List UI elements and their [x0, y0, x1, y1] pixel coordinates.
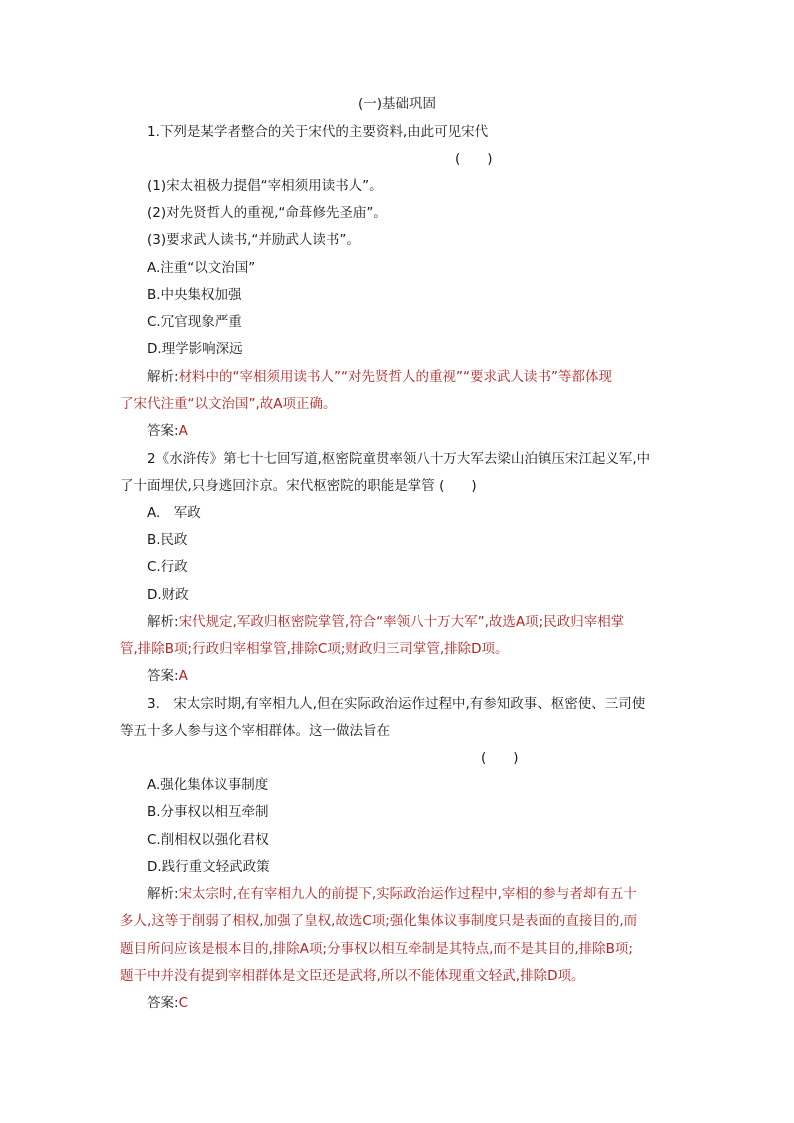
question-3-option-a: A.强化集体议事制度	[147, 777, 269, 793]
question-2-option-c: C.行政	[147, 559, 188, 575]
analysis-text: 宋代规定,军政归枢密院掌管,符合“率领八十万大军”,故选A项;民政归宰相掌	[178, 614, 625, 630]
question-2-analysis-line-2: 管,排除B项;行政归宰相掌管,排除C项;财政归三司掌管,排除D项。	[120, 641, 509, 657]
question-1-analysis-line-1	[147, 367, 612, 387]
answer-value: A	[178, 423, 188, 439]
question-1-answer	[147, 421, 188, 441]
question-3-analysis-line-4: 题干中并没有提到宰相群体是文臣还是武将,所以不能体现重文轻武,排除D项。	[120, 968, 585, 984]
question-2-option-a: A. 军政	[147, 505, 201, 521]
question-1-material-2: (2)对先贤哲人的重视,“命葺修先圣庙”。	[147, 205, 387, 221]
question-3-analysis-line-1	[147, 884, 637, 904]
question-1-option-a: A.注重“以文治国”	[147, 260, 256, 276]
answer-value: A	[178, 668, 188, 684]
question-1-material-3: (3)要求武人读书,“并励武人读书”。	[147, 232, 360, 248]
question-1-answer-blank: ( )	[455, 151, 493, 167]
question-1-option-c: C.冗官现象严重	[147, 314, 242, 330]
question-1-material-1: (1)宋太祖极力提倡“宰相须用读书人”。	[147, 178, 383, 194]
question-3-analysis-line-3: 题目所问应该是根本目的,排除A项;分事权以相互牵制是其特点,而不是其目的,排除B项;	[120, 941, 633, 957]
question-1-analysis-line-2: 了宋代注重“以文治国”,故A项正确。	[120, 396, 337, 412]
analysis-label: 解析:	[147, 886, 179, 902]
analysis-text: 材料中的“宰相须用读书人”“对先贤哲人的重视”“要求武人读书”等都体现	[178, 369, 613, 385]
question-3-option-c: C.削相权以强化君权	[147, 832, 269, 848]
question-1-option-b: B.中央集权加强	[147, 287, 242, 303]
question-1-option-d: D.理学影响深远	[147, 341, 243, 357]
question-2-answer	[147, 666, 188, 686]
answer-label: 答案:	[147, 668, 179, 684]
answer-label: 答案:	[147, 995, 179, 1011]
question-2-stem-line-2: 了十面埋伏,只身逃回汴京。宋代枢密院的职能是掌管 ( )	[120, 478, 477, 494]
question-2-stem-line-1: 2《水浒传》第七十七回写道,枢密院童贯率领八十万大军去梁山泊镇压宋江起义军,中	[147, 451, 651, 467]
analysis-label: 解析:	[147, 369, 179, 385]
answer-label: 答案:	[147, 423, 179, 439]
question-2-analysis-line-1	[147, 612, 624, 632]
question-3-analysis-line-2: 多人,这等于削弱了相权,加强了皇权,故选C项;强化集体议事制度只是表面的直接目的,而	[120, 913, 638, 929]
question-3-option-d: D.践行重文轻武政策	[147, 859, 270, 875]
question-3-stem-line-2: 等五十多人参与这个宰相群体。这一做法旨在	[120, 723, 390, 739]
analysis-text: 宋太宗时,在有宰相九人的前提下,实际政治运作过程中,宰相的参与者却有五十	[178, 886, 637, 902]
section-title: (一)基础巩固	[357, 96, 437, 112]
question-3-answer	[147, 993, 188, 1013]
question-2-option-b: B.民政	[147, 532, 188, 548]
question-2-option-d: D.财政	[147, 587, 189, 603]
analysis-label: 解析:	[147, 614, 179, 630]
answer-value: C	[178, 995, 188, 1011]
question-3-answer-blank: ( )	[481, 750, 519, 766]
question-3-option-b: B.分事权以相互牵制	[147, 804, 269, 820]
question-3-stem-line-1: 3. 宋太宗时期,有宰相九人,但在实际政治运作过程中,有参知政事、枢密使、三司使	[147, 696, 646, 712]
question-1-stem: 1.下列是某学者整合的关于宋代的主要资料,由此可见宋代	[147, 124, 489, 140]
